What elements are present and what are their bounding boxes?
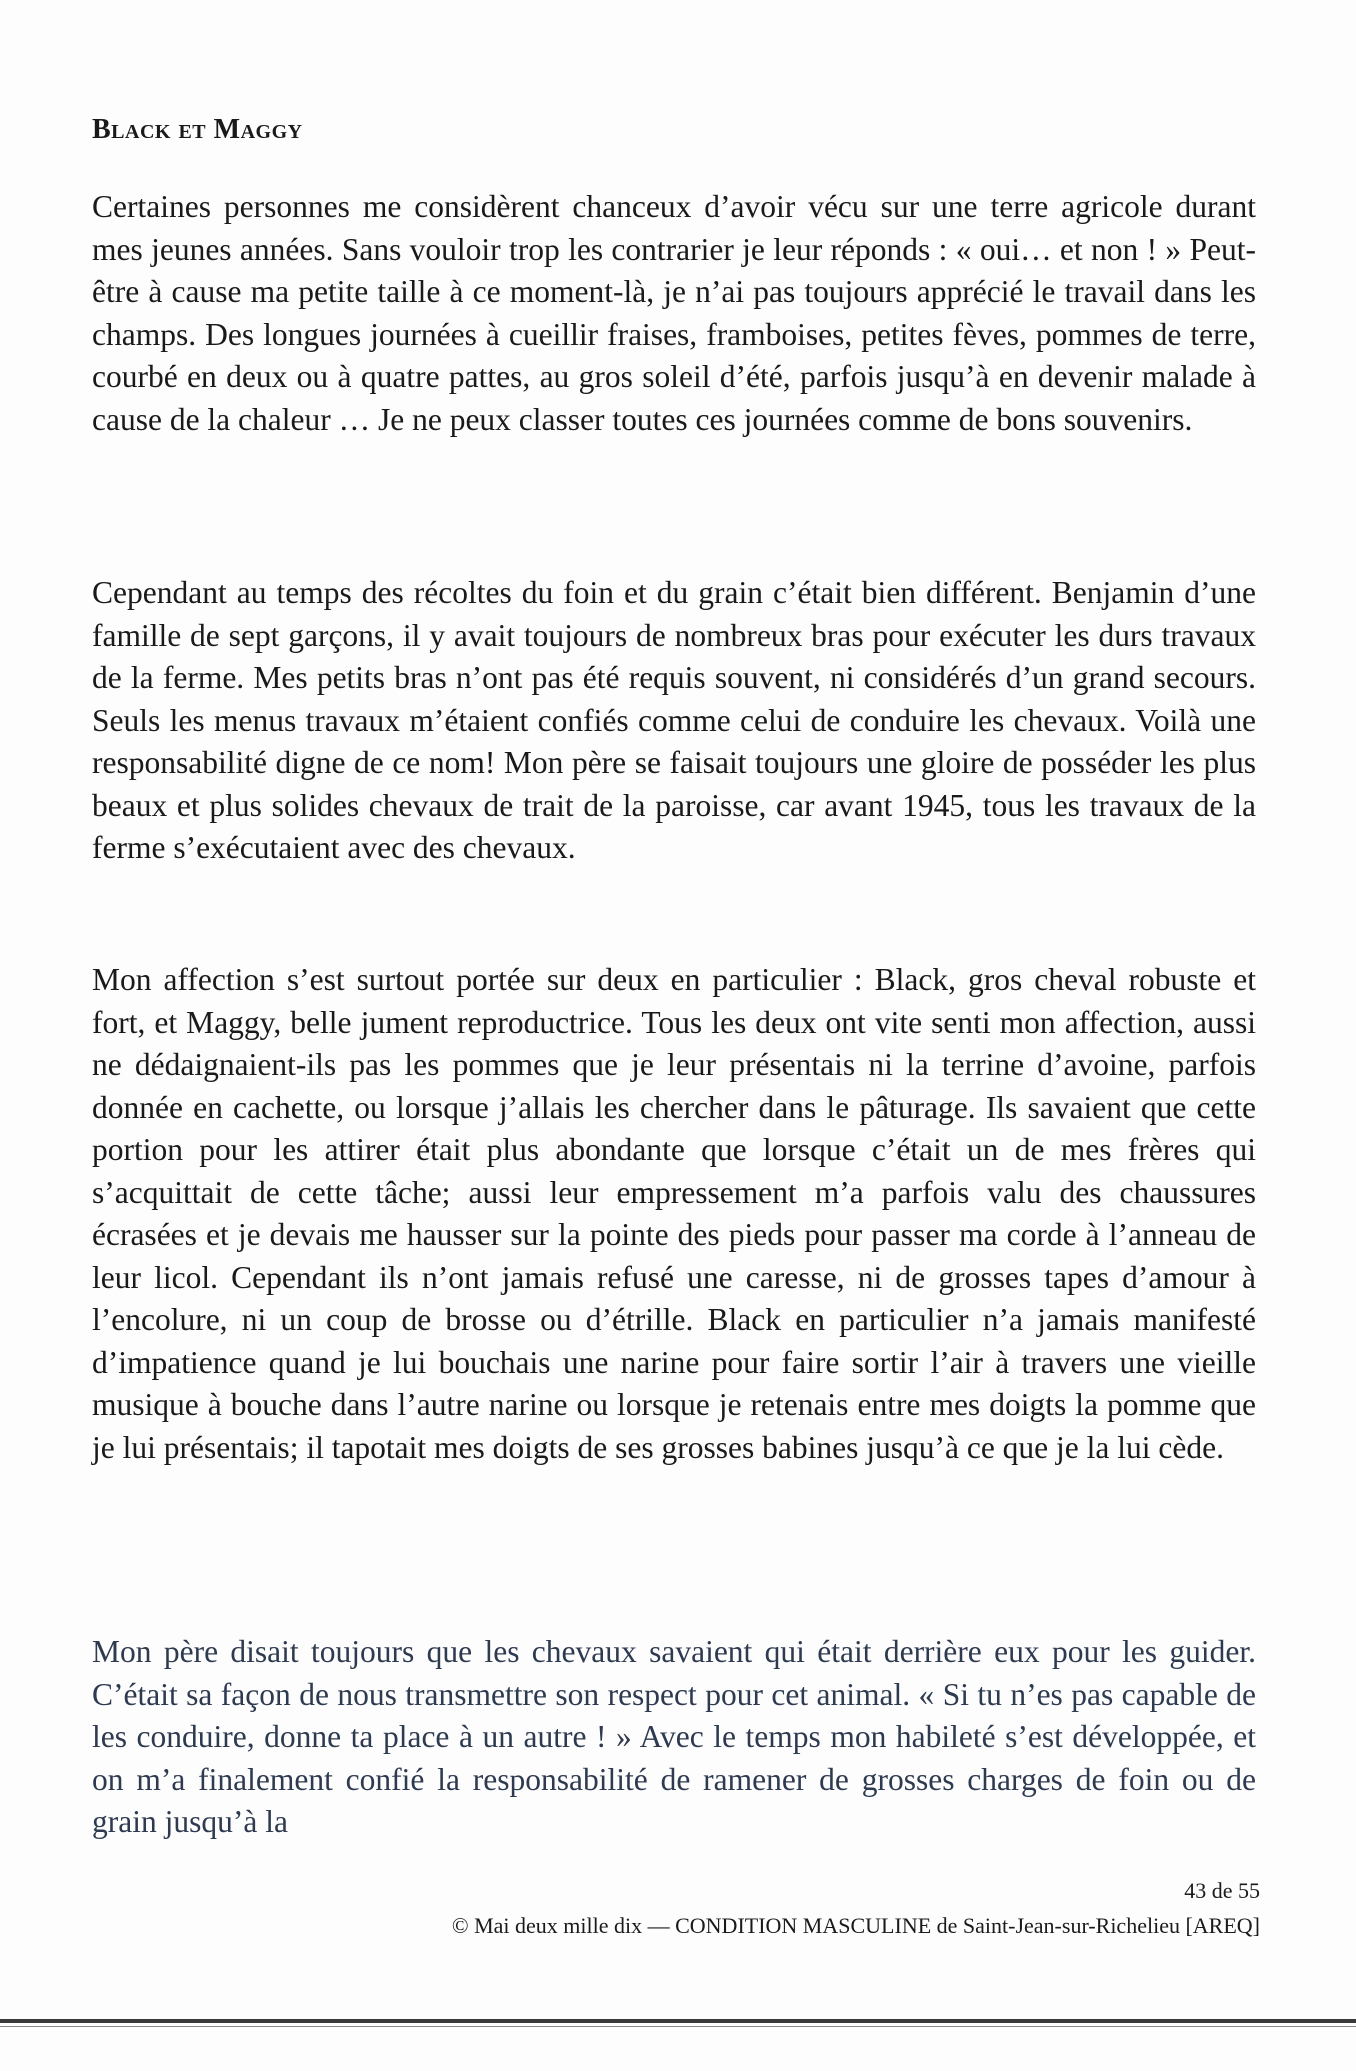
bottom-divider-thin — [0, 2026, 1356, 2027]
page-number: 43 de 55 — [1184, 1878, 1260, 1903]
paragraph-3: Mon affection s’est surtout portée sur deux en particulier : Black, gros cheval robuste et fort, et Maggy, belle jument reproductrice. Tous les deux ont vite senti mon affection, aussi ne dédaignaient-ils pas les pommes que je leur présentais ni la terrine d’avoine, parfois donnée en cachette, ou lorsque j’allais les chercher dans le pâturage. Ils savaient que cette portion pour les attirer était plus abondante que lorsque c’était un de mes frères qui s’acquittait de cette tâche; aussi leur empressement m’a parfois valu des chaussures écrasées et je devais me hausser sur la pointe des pieds pour passer ma corde à l’anneau de leur licol. Cependant ils n’ont jamais refusé une caresse, ni de grosses tapes d’amour à l’encolure, ni un coup de brosse ou d’étrille. Black en particulier n’a jamais manifesté d’impatience quand je lui bouchais une narine pour faire sortir l’air à travers une vieille musique à bouche dans l’autre narine ou lorsque je retenais entre mes doigts la pomme que je lui présentais; il tapotait mes doigts de ses grosses babines jusqu’à ce que je la lui cède. — [92, 962, 1256, 1465]
bottom-divider — [0, 2019, 1356, 2023]
paragraph-1: Certaines personnes me considèrent chanceux d’avoir vécu sur une terre agricole durant mes jeunes années. Sans vouloir trop les contrarier je leur réponds : « oui… et non ! » Peut-être à cause ma petite taille à ce moment-là, je n’ai pas toujours apprécié le travail dans les champs. Des longues journées à cueillir fraises, framboises, petites fèves, pommes de terre, courbé en deux ou à quatre pattes, au gros soleil d’été, parfois jusqu’à en devenir malade à cause de la chaleur … Je ne peux classer toutes ces journées comme de bons souvenirs. — [92, 189, 1256, 437]
paragraph-4: Mon père disait toujours que les chevaux savaient qui était derrière eux pour les guider. C’était sa façon de nous transmettre son respect pour cet animal. « Si tu n’es pas capable de les conduire, donne ta place à un autre ! » Avec le temps mon habileté s’est développée, et on m’a finalement confié la responsabilité de ramener de grosses charges de foin ou de grain jusqu’à la — [92, 1634, 1256, 1839]
paragraph-2: Cependant au temps des récoltes du foin et du grain c’était bien différent. Benjamin d’une famille de sept garçons, il y avait toujours de nombreux bras pour exécuter les durs travaux de la ferme. Mes petits bras n’ont pas été requis souvent, ni considérés d’un grand secours. Seuls les menus travaux m’étaient confiés comme celui de conduire les chevaux. Voilà une responsabilité digne de ce nom! Mon père se faisait toujours une gloire de posséder les plus beaux et plus solides chevaux de trait de la paroisse, car avant 1945, tous les travaux de la ferme s’exécutaient avec des chevaux. — [92, 575, 1256, 865]
footer-copyright: © Mai deux mille dix — CONDITION MASCULINE de Saint-Jean-sur-Richelieu [AREQ] — [451, 1913, 1260, 1938]
page-title: Black et Maggy — [92, 114, 303, 145]
